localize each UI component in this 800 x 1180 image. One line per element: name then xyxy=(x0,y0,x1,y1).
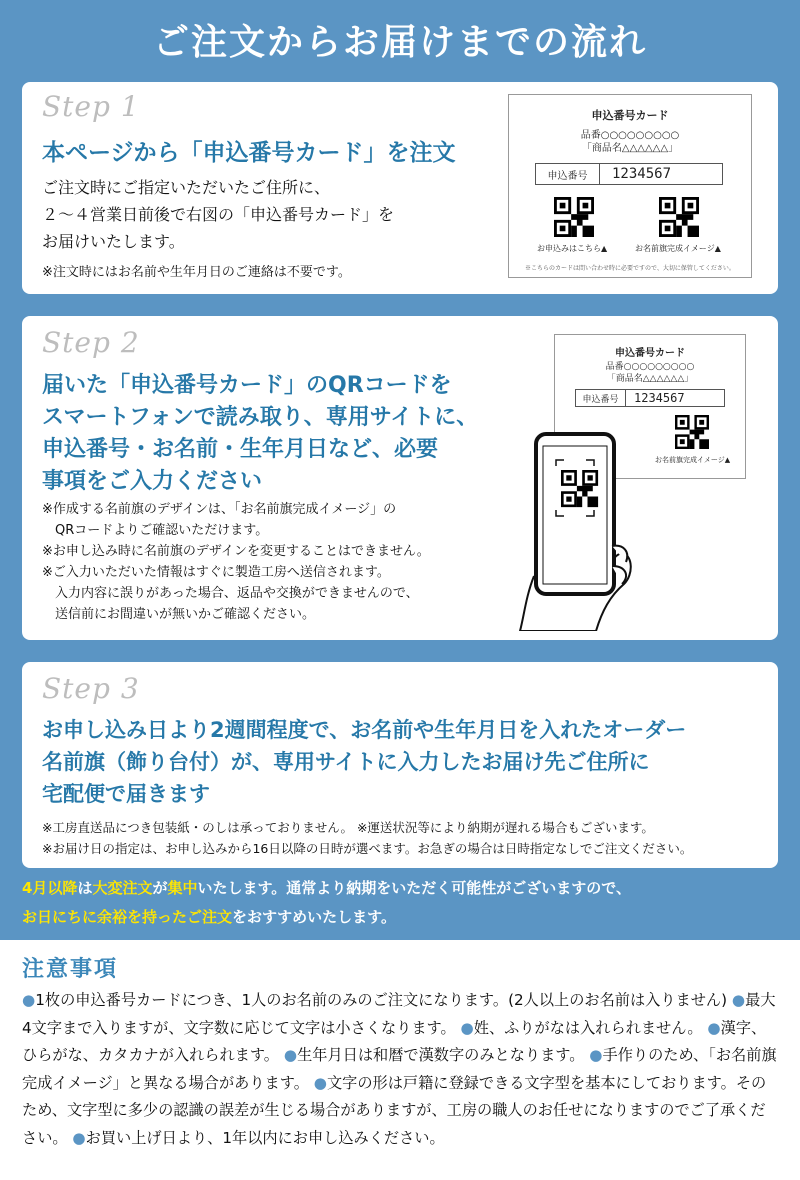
step1-label: Step 1 xyxy=(42,90,140,123)
step2-notes: ※作成する名前旗のデザインは、「お名前旗完成イメージ」の QRコードよりご確認いただけます。 ※お申し込み時に名前旗のデザインを変更することはできません。 ※ご入力いただいた情報はすぐに製造工房へ送信されます。 入力内容に誤りがあった場合、返品や交換ができませんので、 送信前にお間違いが無いかご確認ください。 xyxy=(42,502,430,622)
qr-code-icon xyxy=(675,415,709,449)
qr-code-icon xyxy=(554,197,594,237)
step3-notes: ※工房直送品につき包装紙・のしは承っておりません。 ※運送状況等により納期が遅れる場合もございます。 ※お届け日の指定は、お申し込みから16日以降の日時が選べます。お急ぎの場合は日時指定なしでご注文ください。 xyxy=(42,820,693,856)
smartphone-hand-icon xyxy=(506,426,656,631)
step2-panel xyxy=(22,316,778,640)
page-title: ご注文からお届けまでの流れ xyxy=(152,22,647,63)
step2-heading: 届いた「申込番号カード」のQRコードを スマートフォンで読み取り、専用サイトに、 申込番号・お名前・生年月日など、必要 事項をご入力ください xyxy=(42,373,479,494)
step1-heading: 本ページから「申込番号カード」を注文 xyxy=(42,140,456,166)
application-card-image: 申込番号カード 品番○○○○○○○○○ 「商品名△△△△△△」 申込番号 1234567 お名前旗完成イメージ▲ xyxy=(554,334,746,479)
step3-label: Step 3 xyxy=(42,672,140,705)
step1-panel xyxy=(22,82,778,294)
step3-panel xyxy=(22,662,778,868)
step3-heading: お申し込み日より2週間程度で、お名前や生年月日を入れたオーダー 名前旗（飾り台付）が、専用サイトに入力したお届け先ご住所に 宅配便で届きます xyxy=(42,718,687,806)
step2-label: Step 2 xyxy=(42,326,140,359)
caution-title: 注意事項 xyxy=(22,957,119,982)
busy-season-notice: 4月以降は大変注文が集中いたします。通常より納期をいただく可能性がございますので、 お日にちに余裕を持ったご注文をおすすめいたします。 xyxy=(22,879,632,926)
caution-body: ●1枚の申込番号カードにつき、1人のお名前のみのご注文になります。(2人以上のお名前は入りません) ●最大4文字まで入りますが、文字数に応じて文字は小さくなります。 ●姓、ふりがなは入れられません。 ●漢字、ひらがな、カタカナが入れられます。 ●生年月日は和暦で漢数字のみとなります。 ●手作りのため、「お名前旗完成イメージ」と異なる場合があります。 ●文字の形は戸籍に登録できる文字型を基本にしております。そのため、文字型に多少の認識の誤差が生じる場合がありますが、工房の職人のお任せになりますのでご了承ください。 ●お買い上げ日より、1年以内にお申し込みください。 xyxy=(22,991,777,1147)
caution-section xyxy=(0,940,800,1180)
application-card-image: 申込番号カード 品番○○○○○○○○○ 「商品名△△△△△△」 申込番号 1234567 お申込みはこちら▲ お名前旗完成イメージ▲ ※こちらのカードは問い合わせ時に必要ですので、大切に保管してください。 xyxy=(508,94,752,278)
step1-note: ※注文時にはお名前や生年月日のご連絡は不要です。 xyxy=(42,265,351,280)
step1-body: ご注文時にご指定いただいたご住所に、 ２～４営業日前後で右図の「申込番号カード」を お届けいたします。 xyxy=(42,178,395,251)
qr-code-icon xyxy=(659,197,699,237)
